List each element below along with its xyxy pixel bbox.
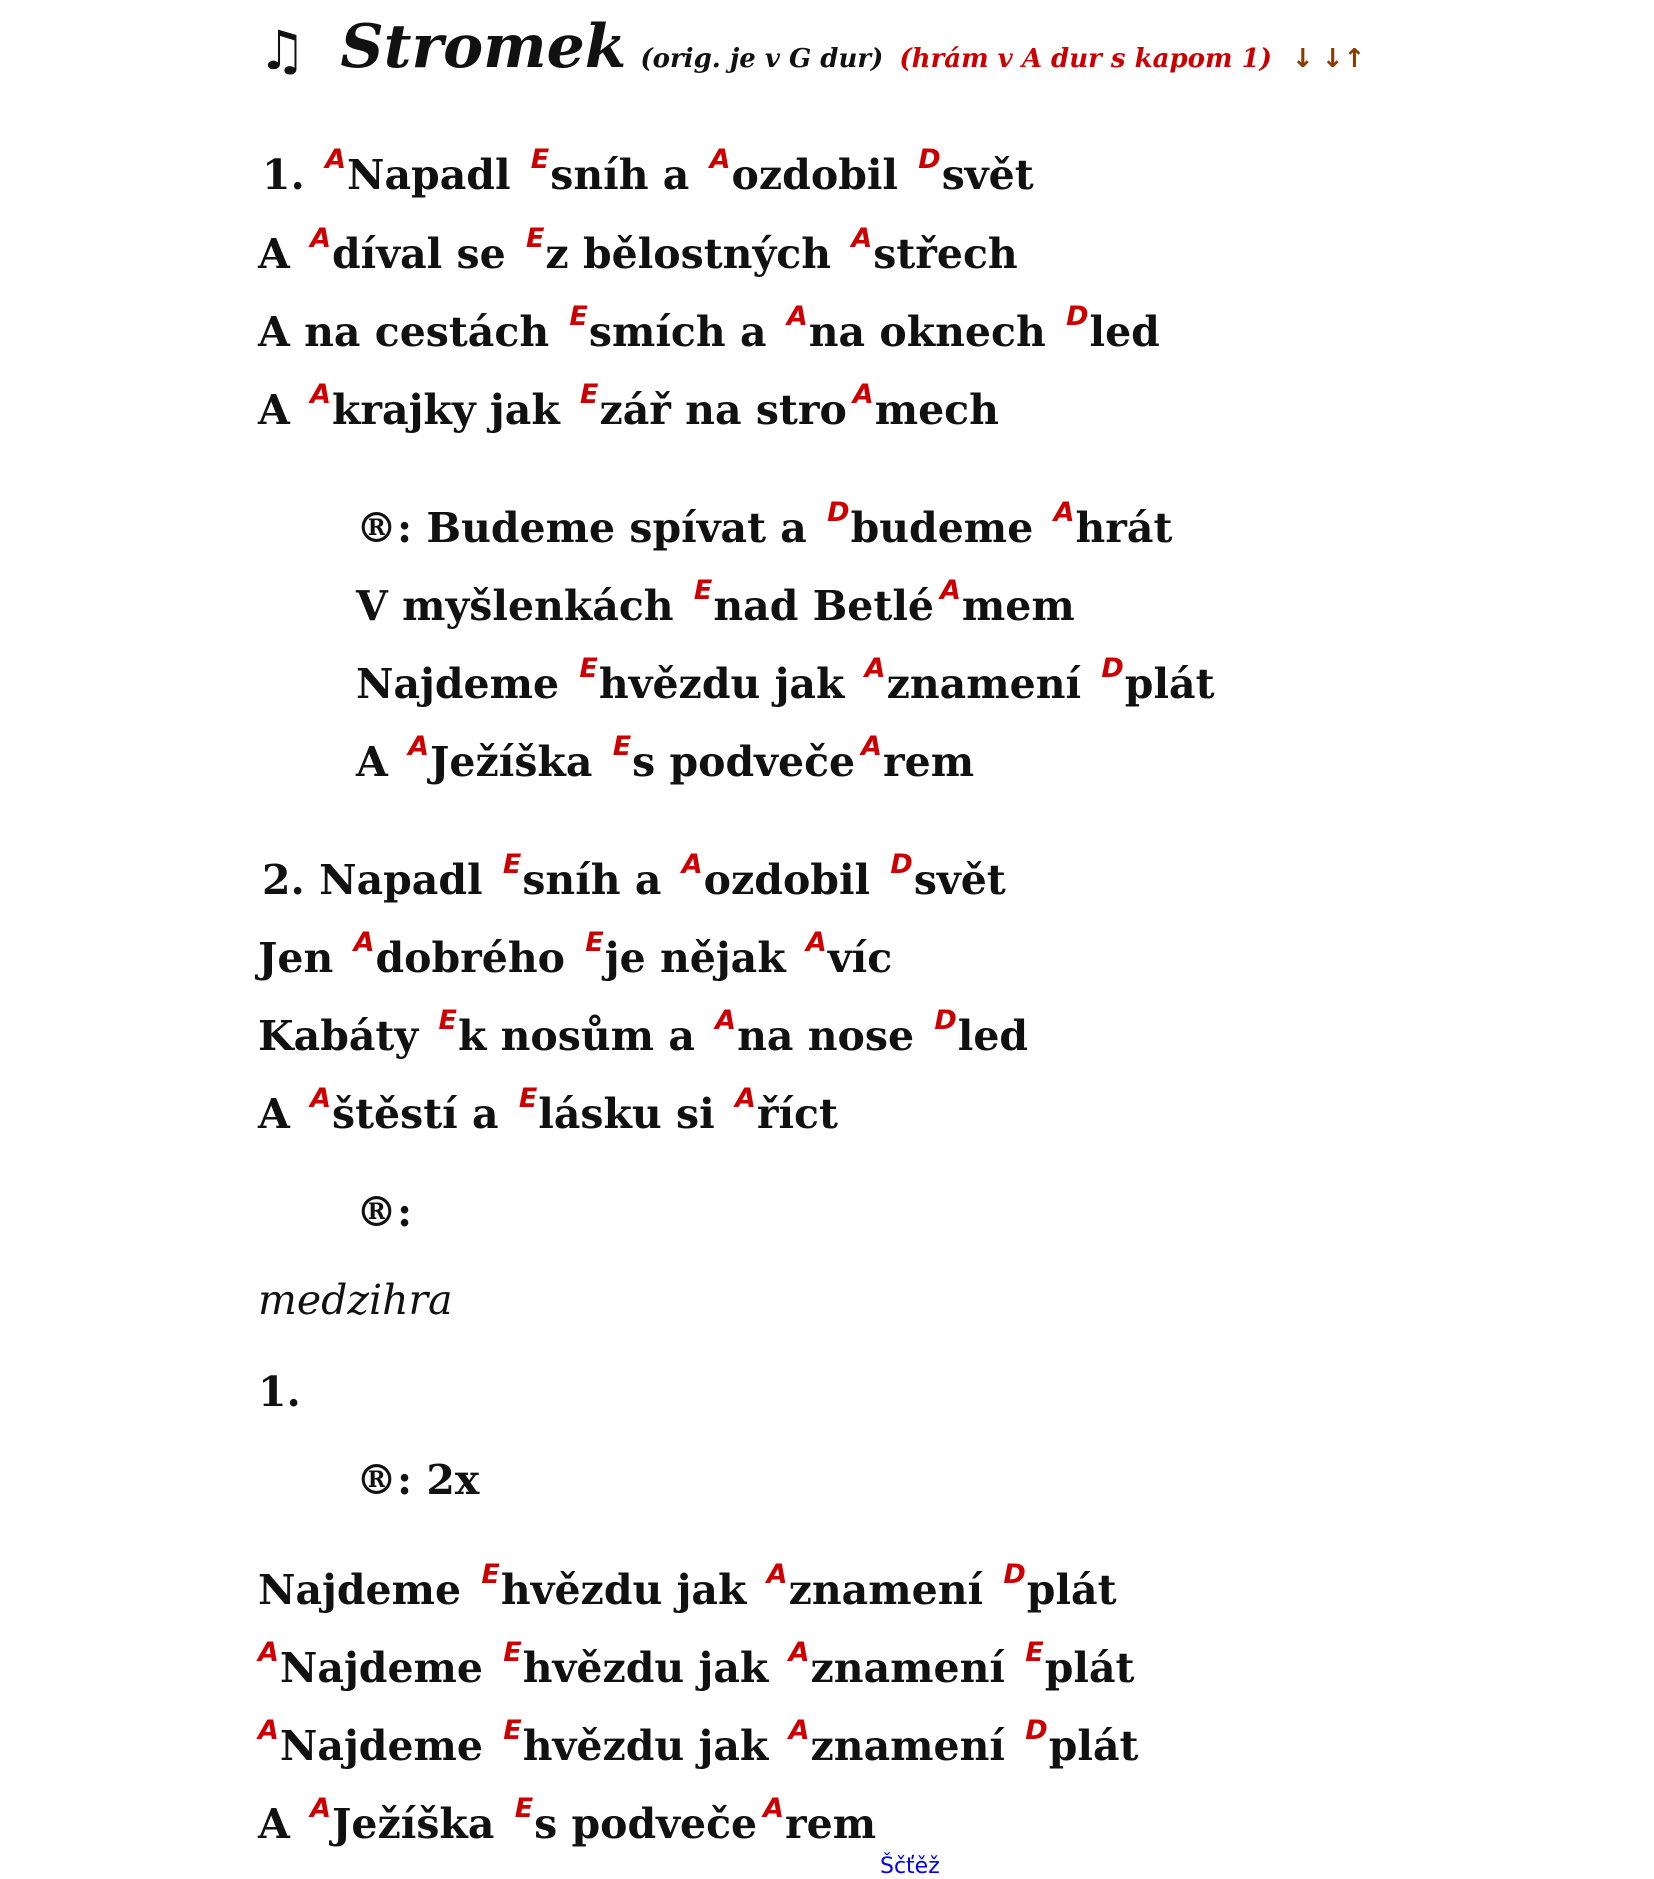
chord[interactable]: E [1025, 1637, 1044, 1668]
chord[interactable]: A [788, 1637, 810, 1668]
lyric: znamení [810, 1644, 1020, 1692]
verse2-line2 [258, 927, 893, 982]
lyric: hvězdu jak [522, 1644, 783, 1692]
lyric: s podveče [534, 1800, 758, 1848]
verse1-line4 [258, 379, 999, 434]
chord[interactable]: E [503, 1715, 522, 1746]
lyric: Ježíška [332, 1800, 509, 1848]
verse-number: 1. [262, 151, 305, 199]
chord[interactable]: A [864, 653, 886, 684]
lyric: zář na stro [599, 386, 847, 434]
lyric: střech [873, 230, 1018, 278]
lyric: Najdeme [258, 1566, 476, 1614]
lyric: Najdeme [279, 1722, 498, 1770]
lyric: V myšlenkách [356, 582, 688, 630]
chord[interactable]: E [503, 1637, 522, 1668]
chord[interactable]: A [851, 223, 873, 254]
capo-info: (hrám v A dur s kapom 1) [899, 44, 1272, 74]
lyric: plát [1044, 1644, 1135, 1692]
outro-line3 [258, 1715, 1139, 1770]
chord[interactable]: A [852, 379, 874, 410]
chord[interactable]: A [939, 575, 961, 606]
lyric: mech [874, 386, 999, 434]
chorus-line1 [356, 497, 1173, 552]
lyric: A [258, 1090, 305, 1138]
chord[interactable]: D [890, 849, 913, 880]
lyric: A na cestách [258, 308, 564, 356]
lyric: lásku si [538, 1090, 729, 1138]
lyric: hvězdu jak [598, 660, 859, 708]
chord[interactable]: E [525, 223, 545, 254]
lyric: smích a [588, 308, 781, 356]
chord[interactable]: D [918, 144, 941, 175]
verse1-line1 [262, 144, 1034, 199]
lyric: Napadl [347, 151, 525, 199]
verse2-line4 [258, 1083, 838, 1138]
chord[interactable]: E [502, 849, 522, 880]
chord[interactable]: A [325, 144, 346, 175]
lyric: je nějak [604, 934, 800, 982]
lyric: říct [756, 1090, 838, 1138]
chord[interactable]: E [693, 575, 713, 606]
lyric: led [1089, 308, 1160, 356]
lyric: svět [941, 151, 1034, 199]
chord[interactable]: E [612, 731, 632, 762]
footer-link[interactable]: Ščťěž [880, 1854, 940, 1879]
lyric: Kabáty [258, 1012, 433, 1060]
chorus-line3 [356, 653, 1215, 708]
chord[interactable]: A [861, 731, 883, 762]
lyric: štěstí a [332, 1090, 513, 1138]
lyric: víc [827, 934, 893, 982]
chord[interactable]: E [585, 927, 604, 958]
original-key: (orig. je v G dur) [640, 44, 884, 74]
chord[interactable]: A [258, 1637, 279, 1668]
chord[interactable]: A [734, 1083, 756, 1114]
chord[interactable]: D [1066, 301, 1089, 332]
lyric: A [258, 230, 305, 278]
lyric: rem [883, 738, 975, 786]
lyric: s podveče [632, 738, 856, 786]
lyric: sníh a [550, 151, 704, 199]
lyric: hvězdu jak [500, 1566, 761, 1614]
chord[interactable]: E [481, 1559, 500, 1590]
chord[interactable]: A [786, 301, 808, 332]
chord[interactable]: A [805, 927, 827, 958]
lyric: svět [913, 856, 1006, 904]
song-title: Stromek [340, 12, 627, 82]
lyric: ozdobil [731, 151, 913, 199]
chord[interactable]: A [709, 144, 731, 175]
chord[interactable]: D [1101, 653, 1124, 684]
outro-line1 [258, 1559, 1117, 1614]
lyric: plát [1026, 1566, 1117, 1614]
lyric: Napadl [319, 856, 497, 904]
chord[interactable]: E [580, 379, 599, 410]
lyric: Ježíška [430, 738, 607, 786]
chorus-line2 [356, 575, 1075, 630]
chord[interactable]: A [310, 1793, 331, 1824]
lyric: plát [1124, 660, 1215, 708]
outro-line2 [258, 1637, 1135, 1692]
lyric: hvězdu jak [522, 1722, 783, 1770]
chorus-label: ®: [356, 504, 413, 552]
outro-line4 [258, 1793, 877, 1848]
lyric: znamení [886, 660, 1096, 708]
lyric: Najdeme [279, 1644, 498, 1692]
lyric: led [957, 1012, 1029, 1060]
lyric: A [356, 738, 403, 786]
lyric: na oknech [808, 308, 1061, 356]
chord[interactable]: A [766, 1559, 788, 1590]
chord[interactable]: A [1053, 497, 1075, 528]
chord[interactable]: E [569, 301, 588, 332]
chord[interactable]: D [1003, 1559, 1026, 1590]
lyric: znamení [788, 1566, 998, 1614]
lyric: krajky jak [332, 386, 574, 434]
lyric: rem [785, 1800, 877, 1848]
lyric: díval se [332, 230, 520, 278]
chord[interactable]: E [579, 653, 598, 684]
verse1-line2 [258, 223, 1018, 278]
chord[interactable]: D [934, 1005, 957, 1036]
song-header [258, 12, 1373, 92]
chord[interactable]: A [310, 1083, 331, 1114]
chorus-line4 [356, 731, 975, 786]
interlude-label: medzihra [258, 1276, 453, 1324]
lyric: k nosům a [457, 1012, 710, 1060]
verse-reference: 1. [258, 1368, 301, 1416]
chord[interactable]: E [530, 144, 550, 175]
chord[interactable]: A [763, 1793, 785, 1824]
chord[interactable]: E [514, 1793, 534, 1824]
chord[interactable]: A [408, 731, 429, 762]
lyric: Najdeme [356, 660, 574, 708]
chord[interactable]: E [518, 1083, 538, 1114]
lyric: ozdobil [703, 856, 885, 904]
verse1-line3 [258, 301, 1160, 356]
chord[interactable]: A [310, 379, 331, 410]
lyric: dobrého [375, 934, 580, 982]
chord[interactable]: D [827, 497, 850, 528]
lyric: A [258, 1800, 305, 1848]
chorus-repeat: ®: 2x [356, 1456, 480, 1504]
lyric: nad Betlé [713, 582, 934, 630]
chord[interactable]: A [310, 223, 331, 254]
verse-number: 2. [262, 856, 305, 904]
chord[interactable]: D [1025, 1715, 1048, 1746]
lyric: plát [1048, 1722, 1139, 1770]
chord[interactable]: A [715, 1005, 737, 1036]
chord[interactable]: A [258, 1715, 279, 1746]
lyric: A [258, 386, 305, 434]
music-note-icon: ♫ [258, 19, 307, 82]
lyric: sníh a [522, 856, 676, 904]
verse2-line3 [258, 1005, 1029, 1060]
lyric: Jen [258, 934, 348, 982]
lyric: mem [961, 582, 1075, 630]
transpose-toggle-button[interactable]: ↓↑ [1321, 44, 1366, 74]
lyric: budeme [850, 504, 1048, 552]
chorus-reference: ®: [356, 1188, 413, 1236]
lyric: na nose [737, 1012, 929, 1060]
chord[interactable]: E [438, 1005, 457, 1036]
chord[interactable]: A [681, 849, 703, 880]
verse2-line1 [262, 849, 1006, 904]
chord[interactable]: A [788, 1715, 810, 1746]
lyric: hrát [1075, 504, 1173, 552]
lyric: Budeme spívat a [426, 504, 822, 552]
lyric: z bělostných [545, 230, 846, 278]
chord[interactable]: A [353, 927, 375, 958]
transpose-down-button[interactable]: ↓ [1291, 44, 1314, 74]
lyric: znamení [810, 1722, 1020, 1770]
